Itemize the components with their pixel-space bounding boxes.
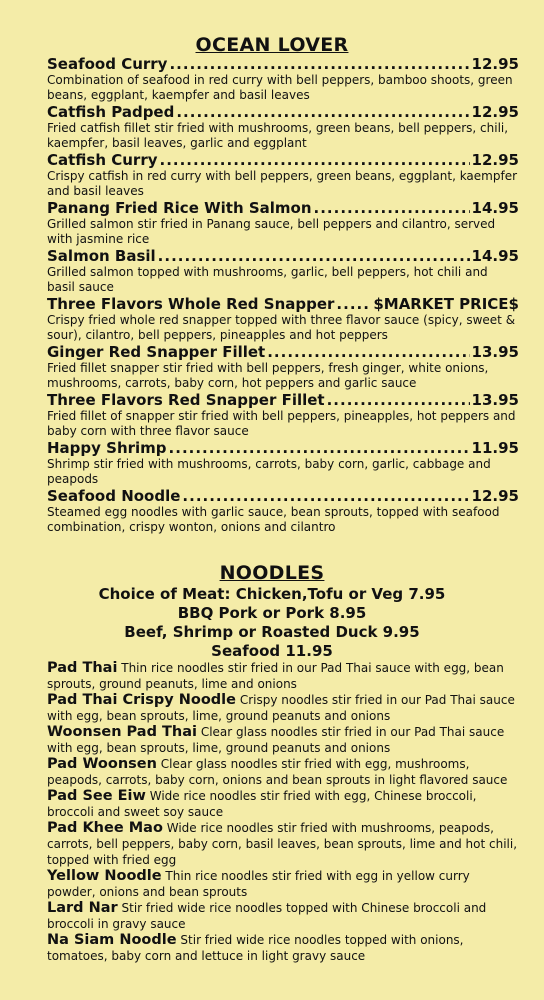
item-name: Three Flavors Whole Red Snapper [47, 295, 335, 313]
noodle-description: Thin rice noodles stir fried with egg in yellow curry powder, onions and bean sprouts [47, 869, 470, 899]
item-price: 14.95 [471, 247, 519, 265]
item-description: Fried fillet of snapper stir fried with bell peppers, pineapples, hot peppers and baby corn with three flavor sauce [47, 409, 516, 438]
item-price: 12.95 [471, 151, 519, 169]
item-name: Catfish Curry [47, 151, 158, 169]
noodle-description: Wide rice noodles stir fried with mushrooms, peapods, carrots, bell peppers, baby corn, basil leaves, bean sprouts, lime and hot chili, topped with fried egg [47, 821, 518, 867]
item-description: Fried catfish fillet stir fried with mushrooms, green beans, bell peppers, chili, kaempfer, basil leaves, garlic and eggplant [47, 121, 509, 150]
item-description: Grilled salmon stir fried in Panang sauce, bell peppers and cilantro, served with jasmine rice [47, 217, 496, 246]
noodle-price-choices [0, 585, 544, 661]
noodle-item [47, 900, 522, 932]
noodle-item [47, 932, 522, 964]
leader-dots [160, 151, 470, 169]
leader-dots [169, 439, 470, 457]
item-description: Combination of seafood in red curry with bell peppers, bamboo shoots, green beans, eggplant, kaempfer and basil leaves [47, 73, 513, 102]
item-name: Catfish Padped [47, 103, 175, 121]
noodle-name: Pad See Eiw [47, 788, 146, 804]
choice-line: Seafood 11.95 [211, 642, 333, 660]
noodle-item [47, 660, 522, 692]
item-name: Happy Shrimp [47, 439, 167, 457]
item-name: Seafood Noodle [47, 487, 181, 505]
choice-line: Choice of Meat: Chicken,Tofu or Veg 7.95 [98, 585, 446, 603]
item-description: Fried fillet snapper stir fried with bell peppers, fresh ginger, white onions, mushrooms, carrots, baby corn, hot peppers and garlic sauce [47, 361, 489, 390]
item-name: Seafood Curry [47, 55, 168, 73]
menu-item [47, 391, 519, 439]
item-price: 12.95 [471, 487, 519, 505]
noodle-item [47, 724, 522, 756]
noodle-description: Thin rice noodles stir fried in our Pad Thai sauce with egg, bean sprouts, ground peanuts, lime and onions [47, 661, 504, 691]
noodle-item [47, 868, 522, 900]
item-name: Three Flavors Red Snapper Fillet [47, 391, 325, 409]
leader-dots [169, 55, 469, 73]
noodles-heading: NOODLES [219, 562, 325, 584]
noodle-description: Stir fried wide rice noodles topped with onions, tomatoes, baby corn and lettuce in light gravy sauce [47, 933, 464, 963]
item-description: Crispy fried whole red snapper topped with three flavor sauce (spicy, sweet & sour), cilantro, bell peppers, pineapples and hot peppers [47, 313, 516, 342]
noodle-description: Clear glass noodles stir fried with egg, mushrooms, peapods, carrots, baby corn, onions and bean sprouts in light flavored sauce [47, 757, 508, 787]
menu-item [47, 343, 519, 391]
leader-dots [267, 343, 469, 361]
leader-dots [158, 247, 470, 265]
noodle-name: Pad Thai [47, 660, 118, 676]
choice-line: Beef, Shrimp or Roasted Duck 9.95 [124, 623, 420, 641]
noodle-name: Lard Nar [47, 900, 118, 916]
noodle-name: Pad Khee Mao [47, 820, 163, 836]
noodle-name: Na Siam Noodle [47, 932, 177, 948]
noodle-item [47, 788, 522, 820]
menu-item [47, 295, 519, 343]
menu-item [47, 151, 519, 199]
item-name: Panang Fried Rice With Salmon [47, 199, 312, 217]
noodle-item [47, 756, 522, 788]
menu-item [47, 439, 519, 487]
choice-line: BBQ Pork or Pork 8.95 [177, 604, 367, 622]
noodle-name: Pad Woonsen [47, 756, 157, 772]
item-description: Crispy catfish in red curry with bell peppers, green beans, eggplant, kaempfer and basil leaves [47, 169, 518, 198]
leader-dots [314, 199, 470, 217]
noodles-list [47, 660, 522, 964]
noodle-description: Clear glass noodles stir fried in our Pad Thai sauce with egg, bean sprouts, lime, ground peanuts and onions [47, 725, 505, 755]
item-price: 12.95 [471, 103, 519, 121]
noodle-name: Pad Thai Crispy Noodle [47, 692, 236, 708]
item-name: Ginger Red Snapper Fillet [47, 343, 266, 361]
menu-item [47, 247, 519, 295]
ocean-lover-list [47, 55, 519, 535]
menu-item [47, 103, 519, 151]
menu-item [47, 487, 519, 535]
leader-dots [182, 487, 469, 505]
noodle-description: Wide rice noodles stir fried with egg, Chinese broccoli, broccoli and sweet soy sauce [47, 789, 477, 819]
ocean-lover-heading: OCEAN LOVER [195, 34, 349, 56]
item-price: 13.95 [471, 391, 519, 409]
noodle-name: Woonsen Pad Thai [47, 724, 197, 740]
leader-dots [176, 103, 469, 121]
item-price: 14.95 [471, 199, 519, 217]
item-price: 13.95 [471, 343, 519, 361]
menu-item [47, 199, 519, 247]
item-description: Shrimp stir fried with mushrooms, carrots, baby corn, garlic, cabbage and peapods [47, 457, 491, 486]
noodle-item [47, 820, 522, 868]
item-name: Salmon Basil [47, 247, 156, 265]
item-price: 11.95 [471, 439, 519, 457]
item-description: Steamed egg noodles with garlic sauce, bean sprouts, topped with seafood combination, crispy wonton, onions and cilantro [47, 505, 500, 534]
menu-item [47, 55, 519, 103]
noodle-description: Stir fried wide rice noodles topped with Chinese broccoli and broccoli in gravy sauce [47, 901, 487, 931]
leader-dots [336, 295, 371, 313]
noodle-description: Crispy noodles stir fried in our Pad Thai sauce with egg, bean sprouts, lime, ground peanuts and onions [47, 693, 515, 723]
item-description: Grilled salmon topped with mushrooms, garlic, bell peppers, hot chili and basil sauce [47, 265, 488, 294]
noodle-name: Yellow Noodle [47, 868, 162, 884]
leader-dots [327, 391, 470, 409]
item-price: $MARKET PRICE$ [373, 295, 519, 313]
noodle-item [47, 692, 522, 724]
item-price: 12.95 [471, 55, 519, 73]
